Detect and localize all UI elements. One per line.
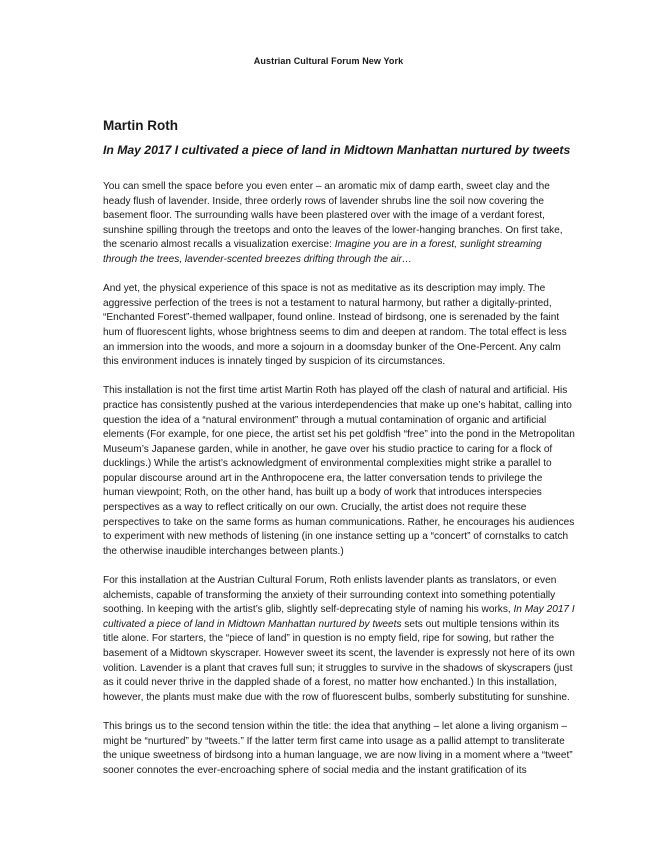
paragraph-2 [103,282,575,370]
paragraph-4 [103,574,575,705]
article-title: In May 2017 I cultivated a piece of land in Midtown Manhattan nurtured by tweets [103,143,571,157]
paragraph-text: This installation is not the first time artist Martin Roth has played off the clash of natural and artificial. His practice has consistently pushed at the various interdependencies that make up one’s habitat, calling into question the idea of a “natural environment” through a mutual contamination of organic and artificial elements (For example, for one piece, the artist set his pet goldfish “free” into the pond in the Metropolitan Museum’s Japanese garden, while in another, he gave over his studio practice to caring for a flock of ducklings.) While the artist’s acknowledgment of environmental complexities might strike a parallel to popular discourse around art in the Anthropocene era, the latter conversation tends to privilege the human viewpoint; Roth, on the other hand, has built up a body of work that introduces interspecies perspectives as a way to reflect critically on our own. Crucially, the artist does not require these perspectives to take on the same forms as human communications. Rather, he encourages his audiences to experiment with new methods of listening (in one instance setting up a “concert” of cornstalks to catch the otherwise inaudible interchanges between plants.) [103,385,575,557]
paragraph-1 [103,180,575,268]
paragraph-3 [103,384,575,559]
paragraph-italic: In May 2017 I cultivated a piece of land in Midtown Manhattan nurtured by tweets [103,604,575,630]
organization-header: Austrian Cultural Forum New York [253,56,404,66]
paragraph-text: For this installation at the Austrian Cultural Forum, Roth enlists lavender plants as translators, or even alchemists, capable of transforming the anxiety of their surrounding context into something potentially soothing. In keeping with the artist’s glib, slightly self-deprecating style of naming his works, [103,575,557,616]
paragraph-text-continued: sets out multiple tensions within its title alone. For starters, the “piece of land” in question is no empty field, ripe for sowing, but rather the basement of a Midtown skyscraper. However sweet its scent, the lavender is expressly not here of its own volition. Lavender is a plant that craves full sun; it struggles to survive in the shadows of skyscrapers (just as it could never thrive in the dappled shade of a forest, no matter how enchanted.) In this installation, however, the plants must make due with the row of fluorescent bulbs, somberly substituting for sunshine. [103,618,575,703]
paragraph-text: This brings us to the second tension within the title: the idea that anything – let alone a living organism – might be “nurtured” by “tweets.” If the latter term first came into usage as a pallid attempt to transliterate the unique sweetness of birdsong into a human language, we are now living in a moment where a “tweet” sooner connotes the ever-encroaching sphere of social media and the instant gratification of its [103,720,573,776]
paragraph-text: And yet, the physical experience of this space is not as meditative as its description may imply. The aggressive perfection of the trees is not a testament to natural harmony, but rather a digitally-printed, “Enchanted Forest”-themed wallpaper, found online. Instead of birdsong, one is serenaded by the faint hum of fluorescent lights, whose brightness seems to dim and deepen at random. The total effect is less an immersion into the woods, and more a sojourn in a doomsday bunker of the One-Percent. Any calm this environment induces is innately tinged by suspicion of its circumstances. [103,283,567,368]
author-name: Martin Roth [103,118,178,133]
article-body [103,180,575,793]
paragraph-5 [103,720,575,778]
paragraph-text: You can smell the space before you even enter – an aromatic mix of damp earth, sweet clay and the heady flush of lavender. Inside, three orderly rows of lavender shrubs line the soil now covering the basement floor. The surrounding walls have been plastered over with the image of a verdant forest, sunshine spilling through the treetops and onto the leaves of the lower-hanging branches. On first take, the scenario almost recalls a visualization exercise: [103,181,563,251]
paragraph-italic: Imagine you are in a forest, sunlight streaming through the trees, lavender-scented breezes drifting through the air… [103,239,542,265]
